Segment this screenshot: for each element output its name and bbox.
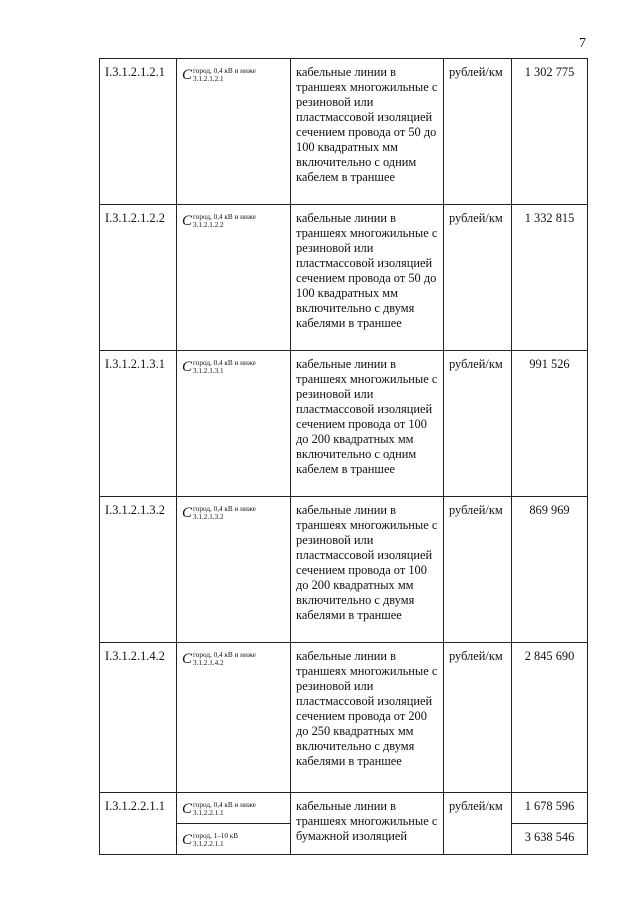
symbol-superscript: город, 0,4 кВ и ниже	[193, 359, 256, 367]
row-unit: рублей/км	[444, 351, 512, 497]
row-code: I.3.1.2.1.4.2	[100, 643, 177, 793]
table-row	[100, 643, 588, 793]
rate-symbol: C город, 0,4 кВ и ниже 3.1.2.1.2.2	[177, 205, 291, 351]
symbol-superscript: город, 0,4 кВ и ниже	[193, 801, 256, 809]
row-value: 1 678 596	[512, 793, 588, 824]
row-code: I.3.1.2.1.2.2	[100, 205, 177, 351]
symbol-superscript: город, 0,4 кВ и ниже	[193, 651, 256, 659]
row-description: кабельные линии в траншеях многожильные с резиновой или пластмассовой изоляцией сечением провода от 50 до 100 квадратных мм включительно с одним кабелем в траншее	[291, 59, 444, 205]
symbol-subscript: 3.1.2.1.2.2	[193, 221, 224, 229]
table-row	[100, 497, 588, 643]
symbol-subscript: 3.1.2.1.3.1	[193, 367, 224, 375]
row-code: I.3.1.2.1.3.1	[100, 351, 177, 497]
symbol-superscript: город, 0,4 кВ и ниже	[193, 67, 256, 75]
row-unit: рублей/км	[444, 643, 512, 793]
symbol-superscript: город, 0,4 кВ и ниже	[193, 213, 256, 221]
row-value: 991 526	[512, 351, 588, 497]
rate-symbol: C город, 0,4 кВ и ниже 3.1.2.1.4.2	[177, 643, 291, 793]
symbol-superscript: город, 1–10 кВ	[193, 832, 239, 840]
row-value: 1 332 815	[512, 205, 588, 351]
rate-symbol: C город, 0,4 кВ и ниже 3.1.2.2.1.1	[177, 793, 291, 824]
rate-symbol: C город, 0,4 кВ и ниже 3.1.2.1.3.1	[177, 351, 291, 497]
row-value: 869 969	[512, 497, 588, 643]
row-code: I.3.1.2.1.2.1	[100, 59, 177, 205]
symbol-subscript: 3.1.2.1.3.2	[193, 513, 224, 521]
row-description: кабельные линии в траншеях многожильные с резиновой или пластмассовой изоляцией сечением провода от 50 до 100 квадратных мм включительно с двумя кабелями в траншее	[291, 205, 444, 351]
rate-symbol: C город, 0,4 кВ и ниже 3.1.2.1.3.2	[177, 497, 291, 643]
table-row	[100, 205, 588, 351]
symbol-superscript: город, 0,4 кВ и ниже	[193, 505, 256, 513]
symbol-subscript: 3.1.2.2.1.1	[193, 809, 224, 817]
symbol-subscript: 3.1.2.2.1.1	[193, 840, 224, 848]
row-value: 3 638 546	[512, 824, 588, 855]
symbol-subscript: 3.1.2.1.2.1	[193, 75, 224, 83]
row-code: I.3.1.2.2.1.1	[100, 793, 177, 855]
row-description: кабельные линии в траншеях многожильные с резиновой или пластмассовой изоляцией сечением провода от 100 до 200 квадратных мм включительно с одним кабелем в траншее	[291, 351, 444, 497]
row-unit: рублей/км	[444, 205, 512, 351]
symbol-subscript: 3.1.2.1.4.2	[193, 659, 224, 667]
row-unit: рублей/км	[444, 59, 512, 205]
table-row	[100, 59, 588, 205]
table-row	[100, 351, 588, 497]
row-value: 2 845 690	[512, 643, 588, 793]
rate-symbol: C город, 1–10 кВ 3.1.2.2.1.1	[177, 824, 291, 855]
page-number: 7	[579, 36, 586, 51]
row-unit: рублей/км	[444, 793, 512, 855]
row-description: кабельные линии в траншеях многожильные с резиновой или пластмассовой изоляцией сечением провода от 200 до 250 квадратных мм включительно с двумя кабелями в траншее	[291, 643, 444, 793]
row-code: I.3.1.2.1.3.2	[100, 497, 177, 643]
row-description: кабельные линии в траншеях многожильные с бумажной изоляцией	[291, 793, 444, 855]
row-value: 1 302 775	[512, 59, 588, 205]
rate-symbol: C город, 0,4 кВ и ниже 3.1.2.1.2.1	[177, 59, 291, 205]
row-description: кабельные линии в траншеях многожильные с резиновой или пластмассовой изоляцией сечением провода от 100 до 200 квадратных мм включительно с двумя кабелями в траншее	[291, 497, 444, 643]
rates-table	[99, 58, 588, 855]
table-row	[100, 793, 588, 824]
row-unit: рублей/км	[444, 497, 512, 643]
